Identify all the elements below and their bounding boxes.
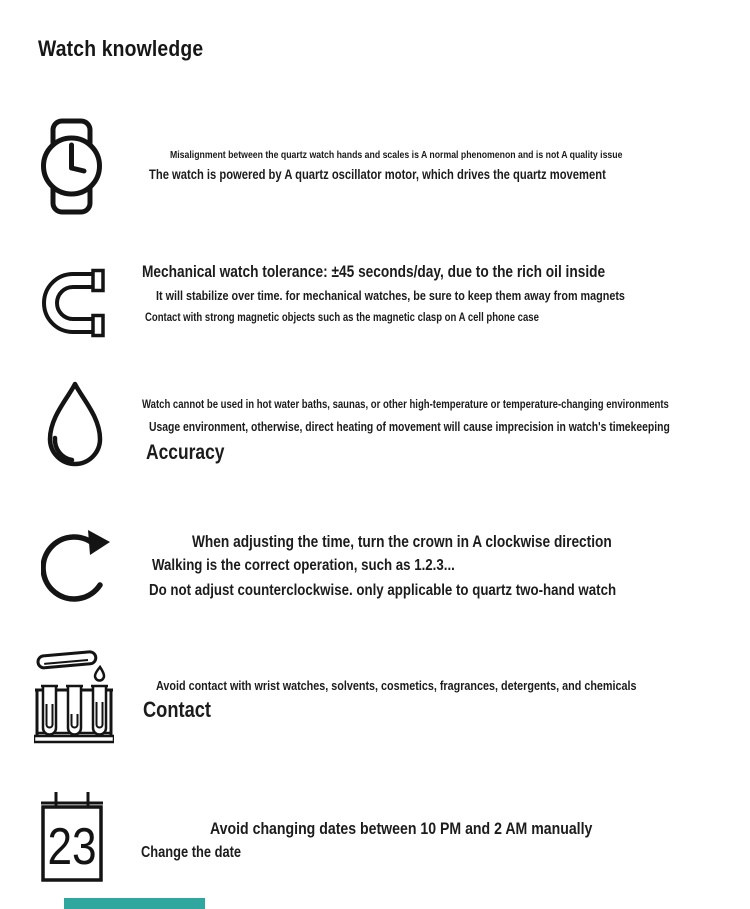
calendar-day-number: 23 xyxy=(47,817,97,876)
section-text-line: The watch is powered by A quartz oscillator motor, which drives the quartz movement xyxy=(149,167,606,182)
section-text-line: Contact with strong magnetic objects such as the magnetic clasp on A cell phone case xyxy=(145,312,539,324)
section-text-line: Avoid contact with wrist watches, solvents, cosmetics, fragrances, detergents, and chemicals xyxy=(156,678,637,693)
calendar-icon xyxy=(41,792,103,884)
clockwise-arrow-icon xyxy=(41,527,111,613)
section-text-line: Change the date xyxy=(141,844,242,861)
accent-bar xyxy=(64,898,205,909)
section-text-line: Walking is the correct operation, such as 1.2.3... xyxy=(152,557,455,574)
section-text-line: Watch cannot be used in hot water baths, saunas, or other high-temperature or temperature-changing environments xyxy=(142,399,669,411)
section-text-line: Mechanical watch tolerance: ±45 seconds/day, due to the rich oil inside xyxy=(142,263,606,281)
section-heading: Contact xyxy=(143,697,211,722)
magnet-icon xyxy=(39,266,107,342)
section-text-line: It will stabilize over time. for mechanical watches, be sure to keep them away from magnets xyxy=(156,288,625,303)
section-text-line: Avoid changing dates between 10 PM and 2 AM manually xyxy=(210,819,593,838)
watch-icon xyxy=(41,118,102,215)
section-text-line: Do not adjust counterclockwise. only applicable to quartz two-hand watch xyxy=(149,582,617,599)
section-text-line: Misalignment between the quartz watch hands and scales is A normal phenomenon and is not A quality issue xyxy=(170,149,623,161)
section-heading: Accuracy xyxy=(146,441,225,464)
section-text-line: Usage environment, otherwise, direct heating of movement will cause imprecision in watch's timekeeping xyxy=(149,420,670,434)
test-tubes-icon xyxy=(34,646,114,746)
page-title: Watch knowledge xyxy=(38,36,204,61)
section-text-line: When adjusting the time, turn the crown in A clockwise direction xyxy=(192,533,612,551)
water-drop-icon xyxy=(41,379,109,475)
